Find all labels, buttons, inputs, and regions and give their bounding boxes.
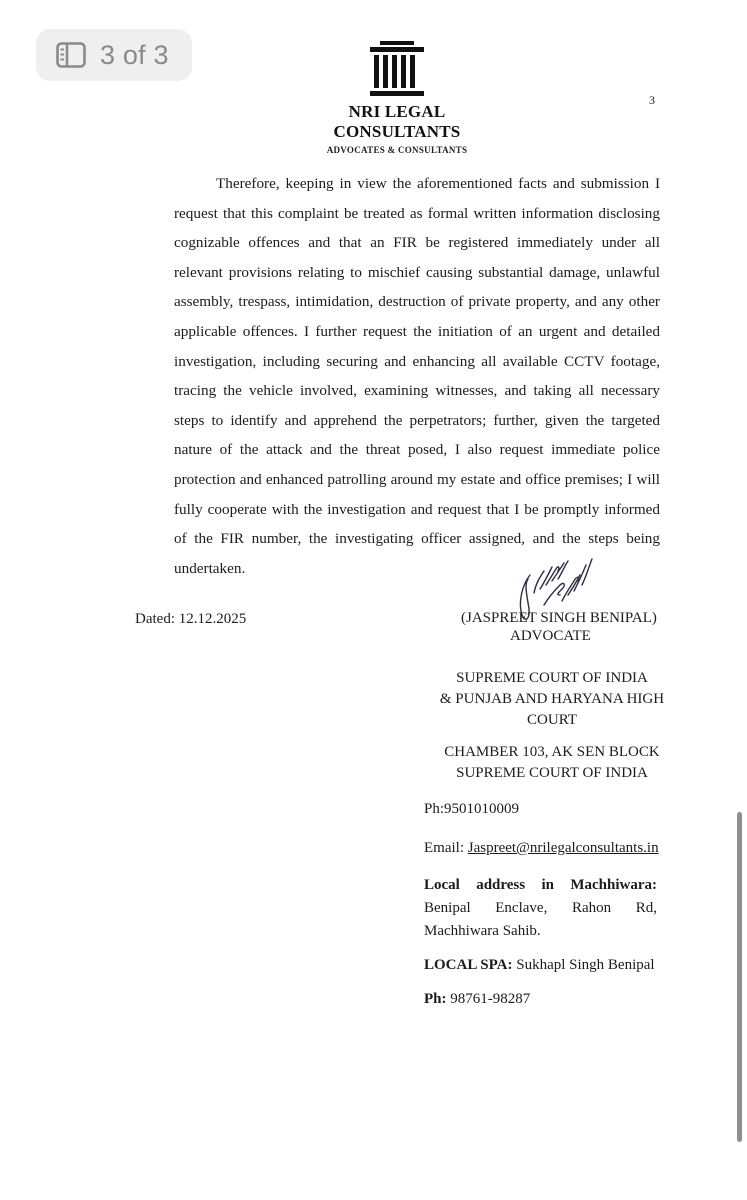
address-word: Rahon	[571, 900, 612, 916]
court-line: SUPREME COURT OF INDIA	[456, 670, 648, 686]
local-spa-label: LOCAL SPA:	[424, 957, 513, 973]
local-phone-label: Ph:	[424, 991, 447, 1007]
label-word: address	[476, 877, 526, 893]
firm-name: NRI LEGAL CONSULTANTS	[333, 102, 461, 141]
local-phone-value: 98761-98287	[446, 991, 531, 1007]
local-address-block	[424, 874, 657, 943]
email-label: Email:	[424, 840, 468, 856]
page-stack-icon	[56, 42, 86, 68]
court-line: COURT	[527, 712, 577, 728]
signatory-name: (JASPREET SINGH BENIPAL)	[461, 610, 657, 626]
firm-tagline: ADVOCATES & CONSULTANTS	[326, 145, 468, 155]
local-phone	[424, 991, 530, 1008]
signatory-title: ADVOCATE	[510, 628, 591, 644]
dated-line: Dated: 12.12.2025	[135, 611, 247, 627]
local-address-label	[424, 874, 657, 897]
address-word: Rd,	[635, 900, 657, 916]
court-line: & PUNJAB AND HARYANA HIGH	[439, 691, 665, 707]
court-block	[428, 668, 676, 731]
chamber-line: CHAMBER 103, AK SEN BLOCK	[444, 744, 660, 760]
body-paragraph-text: Therefore, keeping in view the aforementioned facts and submission I request that this complaint be treated as formal written information disclosing cognizable offences and that an FIR be registered immediately under all relevant provisions relating to mischief causing substantial damage, unlawful assembly, trespass, intimidation, destruction of private property, and any other applicable offences. I further request the initiation of an urgent and detailed investigation, including securing and enhancing all available CCTV footage, tracing the vehicle involved, examining witnesses, and taking all necessary steps to identify and apprehend the perpetrators; further, given the targeted nature of the attack and the threat posed, I also request immediate police protection and enhanced patrolling around my estate and office premises; I will fully cooperate with the investigation and request that I be promptly informed of the FIR number, the investigating officer assigned, and the steps being undertaken.	[174, 175, 660, 577]
local-address-line: Machhiwara Sahib.	[424, 923, 541, 939]
address-word: Benipal	[424, 900, 471, 916]
page-indicator[interactable]	[36, 29, 192, 81]
letterhead	[292, 40, 502, 155]
phone-number: Ph:9501010009	[424, 801, 520, 817]
chamber-block	[428, 742, 676, 784]
vertical-scrollbar[interactable]	[737, 812, 742, 1142]
label-word: in	[541, 877, 554, 893]
local-address-line	[424, 897, 657, 920]
local-spa-value: Sukhapl Singh Benipal	[512, 957, 655, 973]
page-indicator-text: 3 of 3	[100, 39, 169, 70]
pillars-logo-icon	[366, 40, 428, 98]
email-link[interactable]: Jaspreet@nrilegalconsultants.in	[467, 840, 659, 856]
body-paragraph	[174, 169, 660, 583]
address-word: Enclave,	[495, 900, 548, 916]
chamber-line: SUPREME COURT OF INDIA	[456, 765, 648, 781]
page-number: 3	[649, 93, 655, 107]
label-word: Local	[424, 877, 460, 893]
local-spa	[424, 957, 655, 974]
label-word: Machhiwara:	[570, 877, 657, 893]
email-line	[424, 840, 659, 857]
